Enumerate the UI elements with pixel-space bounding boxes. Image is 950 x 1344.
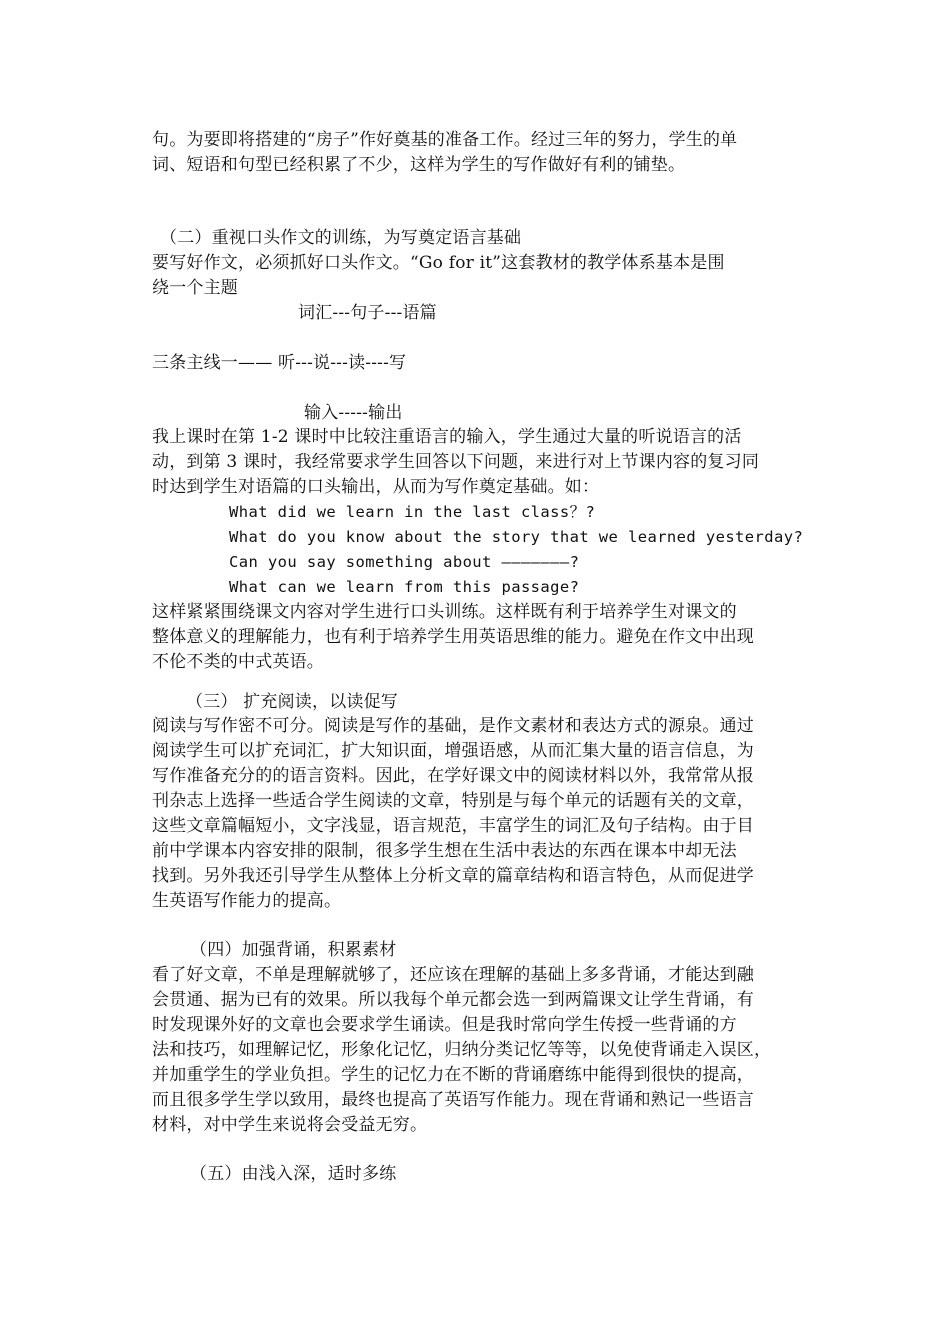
paragraph-line: 生英语写作能力的提高。 [152,891,342,911]
paragraph-line: 不伦不类的中式英语。 [152,652,324,672]
paragraph-line: 句。为要即将搭建的“房子”作好奠基的准备工作。经过三年的努力，学生的单 [152,130,738,150]
paragraph-line: 整体意义的理解能力，也有利于培养学生用英语思维的能力。避免在作文中出现 [152,627,754,647]
section-heading-3: （三） 扩充阅读，以读促写 [186,692,399,712]
paragraph-line: 动，到第 3 课时，我经常要求学生回答以下问题，来进行对上节课内容的复习同 [152,452,760,472]
paragraph-line: 刊杂志上选择一些适合学生阅读的文章，特别是与每个单元的话题有关的文章， [152,791,754,811]
paragraph-line: 看了好文章，不单是理解就够了，还应该在理解的基础上多多背诵，才能达到融 [152,965,754,985]
paragraph-line: 词、短语和句型已经积累了不少，这样为学生的写作做好有利的铺垫。 [152,155,686,175]
paragraph-line: 阅读与写作密不可分。阅读是写作的基础，是作文素材和表达方式的源泉。通过 [152,716,754,736]
paragraph-line: 这些文章篇幅短小，文字浅显，语言规范，丰富学生的词汇及句子结构。由于目 [152,816,754,836]
question-line: What can we learn from this passage? [229,578,580,596]
paragraph-line: 法和技巧，如理解记忆，形象化记忆，归纳分类记忆等等，以免使背诵走入误区， [152,1040,772,1060]
section-heading-5: （五）由浅入深，适时多练 [190,1164,397,1184]
diagram-line: 三条主线一—— 听---说---读----写 [152,353,407,373]
section-heading-4: （四）加强背诵，积累素材 [190,940,397,960]
paragraph-line: 阅读学生可以扩充词汇，扩大知识面，增强语感，从而汇集大量的语言信息，为 [152,741,754,761]
paragraph-line: 而且很多学生学以致用，最终也提高了英语写作能力。现在背诵和熟记一些语言 [152,1090,754,1110]
question-line: What do you know about the story that we learned yesterday? [229,528,804,546]
diagram-line: 词汇---句子---语篇 [298,303,437,323]
paragraph-line: 并加重学生的学业负担。学生的记忆力在不断的背诵磨练中能得到很快的提高， [152,1065,754,1085]
question-line: What did we learn in the last class？? [229,503,596,521]
question-line: Can you say something about ———————? [229,553,580,571]
paragraph-line: 时达到学生对语篇的口头输出，从而为写作奠定基础。如： [152,477,600,497]
paragraph-line: 找到。另外我还引导学生从整体上分析文章的篇章结构和语言特色，从而促进学 [152,866,754,886]
paragraph-line: 写作准备充分的的语言资料。因此，在学好课文中的阅读材料以外，我常常从报 [152,766,754,786]
section-heading-2: （二）重视口头作文的训练，为写奠定语言基础 [160,228,522,248]
diagram-line: 输入-----输出 [304,403,403,423]
paragraph-line: 时发现课外好的文章也会要求学生诵读。但是我时常向学生传授一些背诵的方 [152,1015,737,1035]
paragraph-line: 材料，对中学生来说将会受益无穷。 [152,1115,428,1135]
paragraph-line: 前中学课本内容安排的限制，很多学生想在生活中表达的东西在课本中却无法 [152,841,737,861]
paragraph-line: 这样紧紧围绕课文内容对学生进行口头训练。这样既有利于培养学生对课文的 [152,602,737,622]
paragraph-line: 会贯通、据为已有的效果。所以我每个单元都会选一到两篇课文让学生背诵，有 [152,990,754,1010]
paragraph-line: 要写好作文，必须抓好口头作文。“Go for it”这套教材的教学体系基本是围 [152,253,725,273]
paragraph-line: 绕一个主题 [152,278,238,298]
paragraph-line: 我上课时在第 1-2 课时中比较注重语言的输入，学生通过大量的听说语言的活 [152,427,742,447]
